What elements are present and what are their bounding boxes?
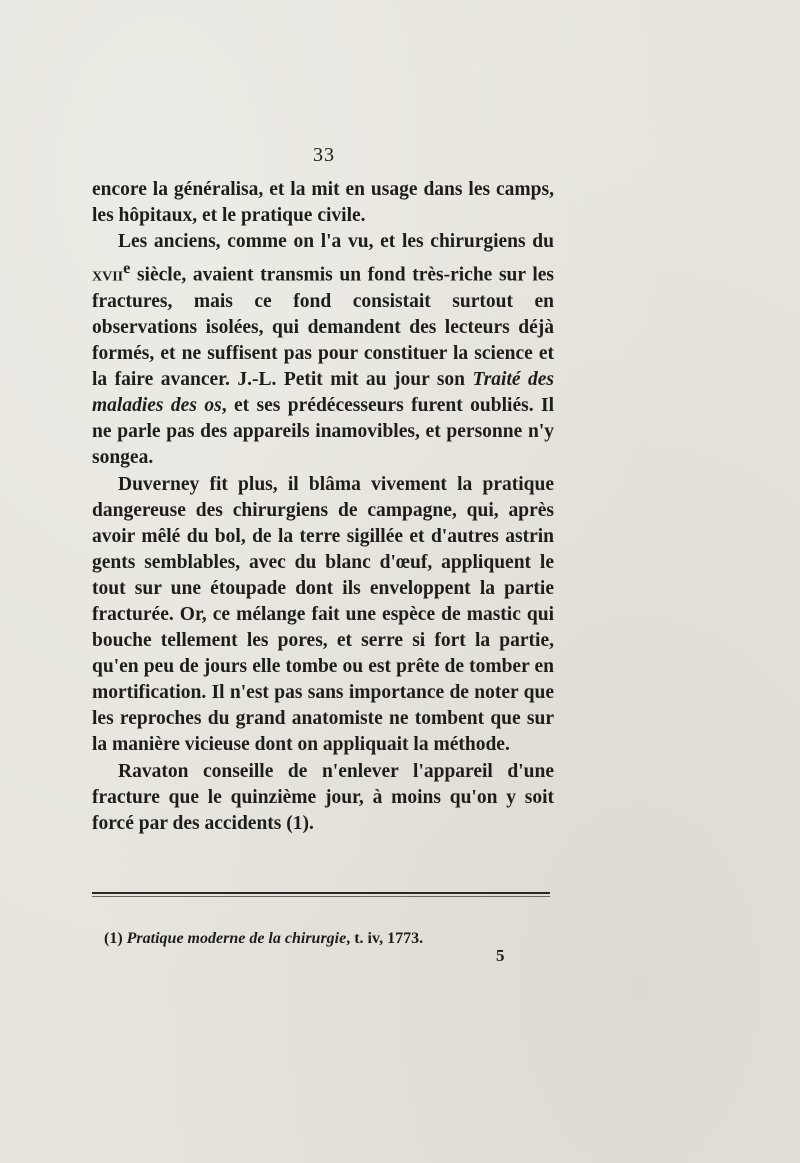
signature-mark: 5 bbox=[496, 946, 505, 965]
footnote-rest: , t. iv, 1773. bbox=[346, 930, 424, 947]
page-number: 33 bbox=[313, 144, 335, 166]
footnote-marker: (1) bbox=[104, 930, 123, 947]
century-superscript: e bbox=[123, 259, 131, 278]
footnote bbox=[104, 930, 423, 948]
body-text bbox=[92, 177, 554, 837]
paragraph-2-part-3: , et ses prédécesseurs furent oubliés. Il ne parle pas des appareils inamovibles, et personne n'y songea. bbox=[92, 395, 554, 469]
century-numeral: xvii bbox=[92, 264, 124, 286]
footnote-rule-thin bbox=[92, 896, 550, 897]
paragraph-2-part-1: Les anciens, comme on l'a vu, et les chirurgiens du bbox=[118, 231, 554, 253]
paragraph-2-part-2: siècle, avaient transmis un fond très-riche sur les fractures, mais ce fond consistait surtout en observations isolées, qui demandent des lecteurs déjà formés, et ne suffisent pas pour constituer la science et la faire avancer. J.-L. Petit mit au jour son bbox=[92, 264, 554, 391]
book-title: Traité des maladies des os bbox=[92, 369, 555, 417]
paragraph-1: encore la généralisa, et la mit en usage dans les camps, les hôpitaux, et le pratique civile. bbox=[92, 179, 554, 227]
paragraph-2 bbox=[92, 229, 554, 471]
paragraph-4: Ravaton conseille de n'enlever l'appareil d'une fracture que le quinzième jour, à moins qu'on y soit forcé par des accidents (1). bbox=[92, 760, 554, 834]
footnote-title: Pratique moderne de la chirurgie bbox=[126, 930, 347, 947]
footnote-rule bbox=[92, 892, 550, 894]
paragraph-3: Duverney fit plus, il blâma vivement la pratique dangereuse des chirurgiens de campagne, qui, après avoir mêlé du bol, de la terre sigillée et d'autres astrin gents semblables, avec du blanc d'œuf, appliquent le tout sur une étoupade dont ils enveloppent la partie fracturée. Or, ce mélange fait une espèce de mastic qui bouche tellement les pores, et serre si fort la partie, qu'en peu de jours elle tombe ou est prête de tomber en mortification. Il n'est pas sans importance de noter que les reproches du grand anatomiste ne tombent que sur la manière vicieuse dont on appliquait la méthode. bbox=[92, 473, 554, 756]
